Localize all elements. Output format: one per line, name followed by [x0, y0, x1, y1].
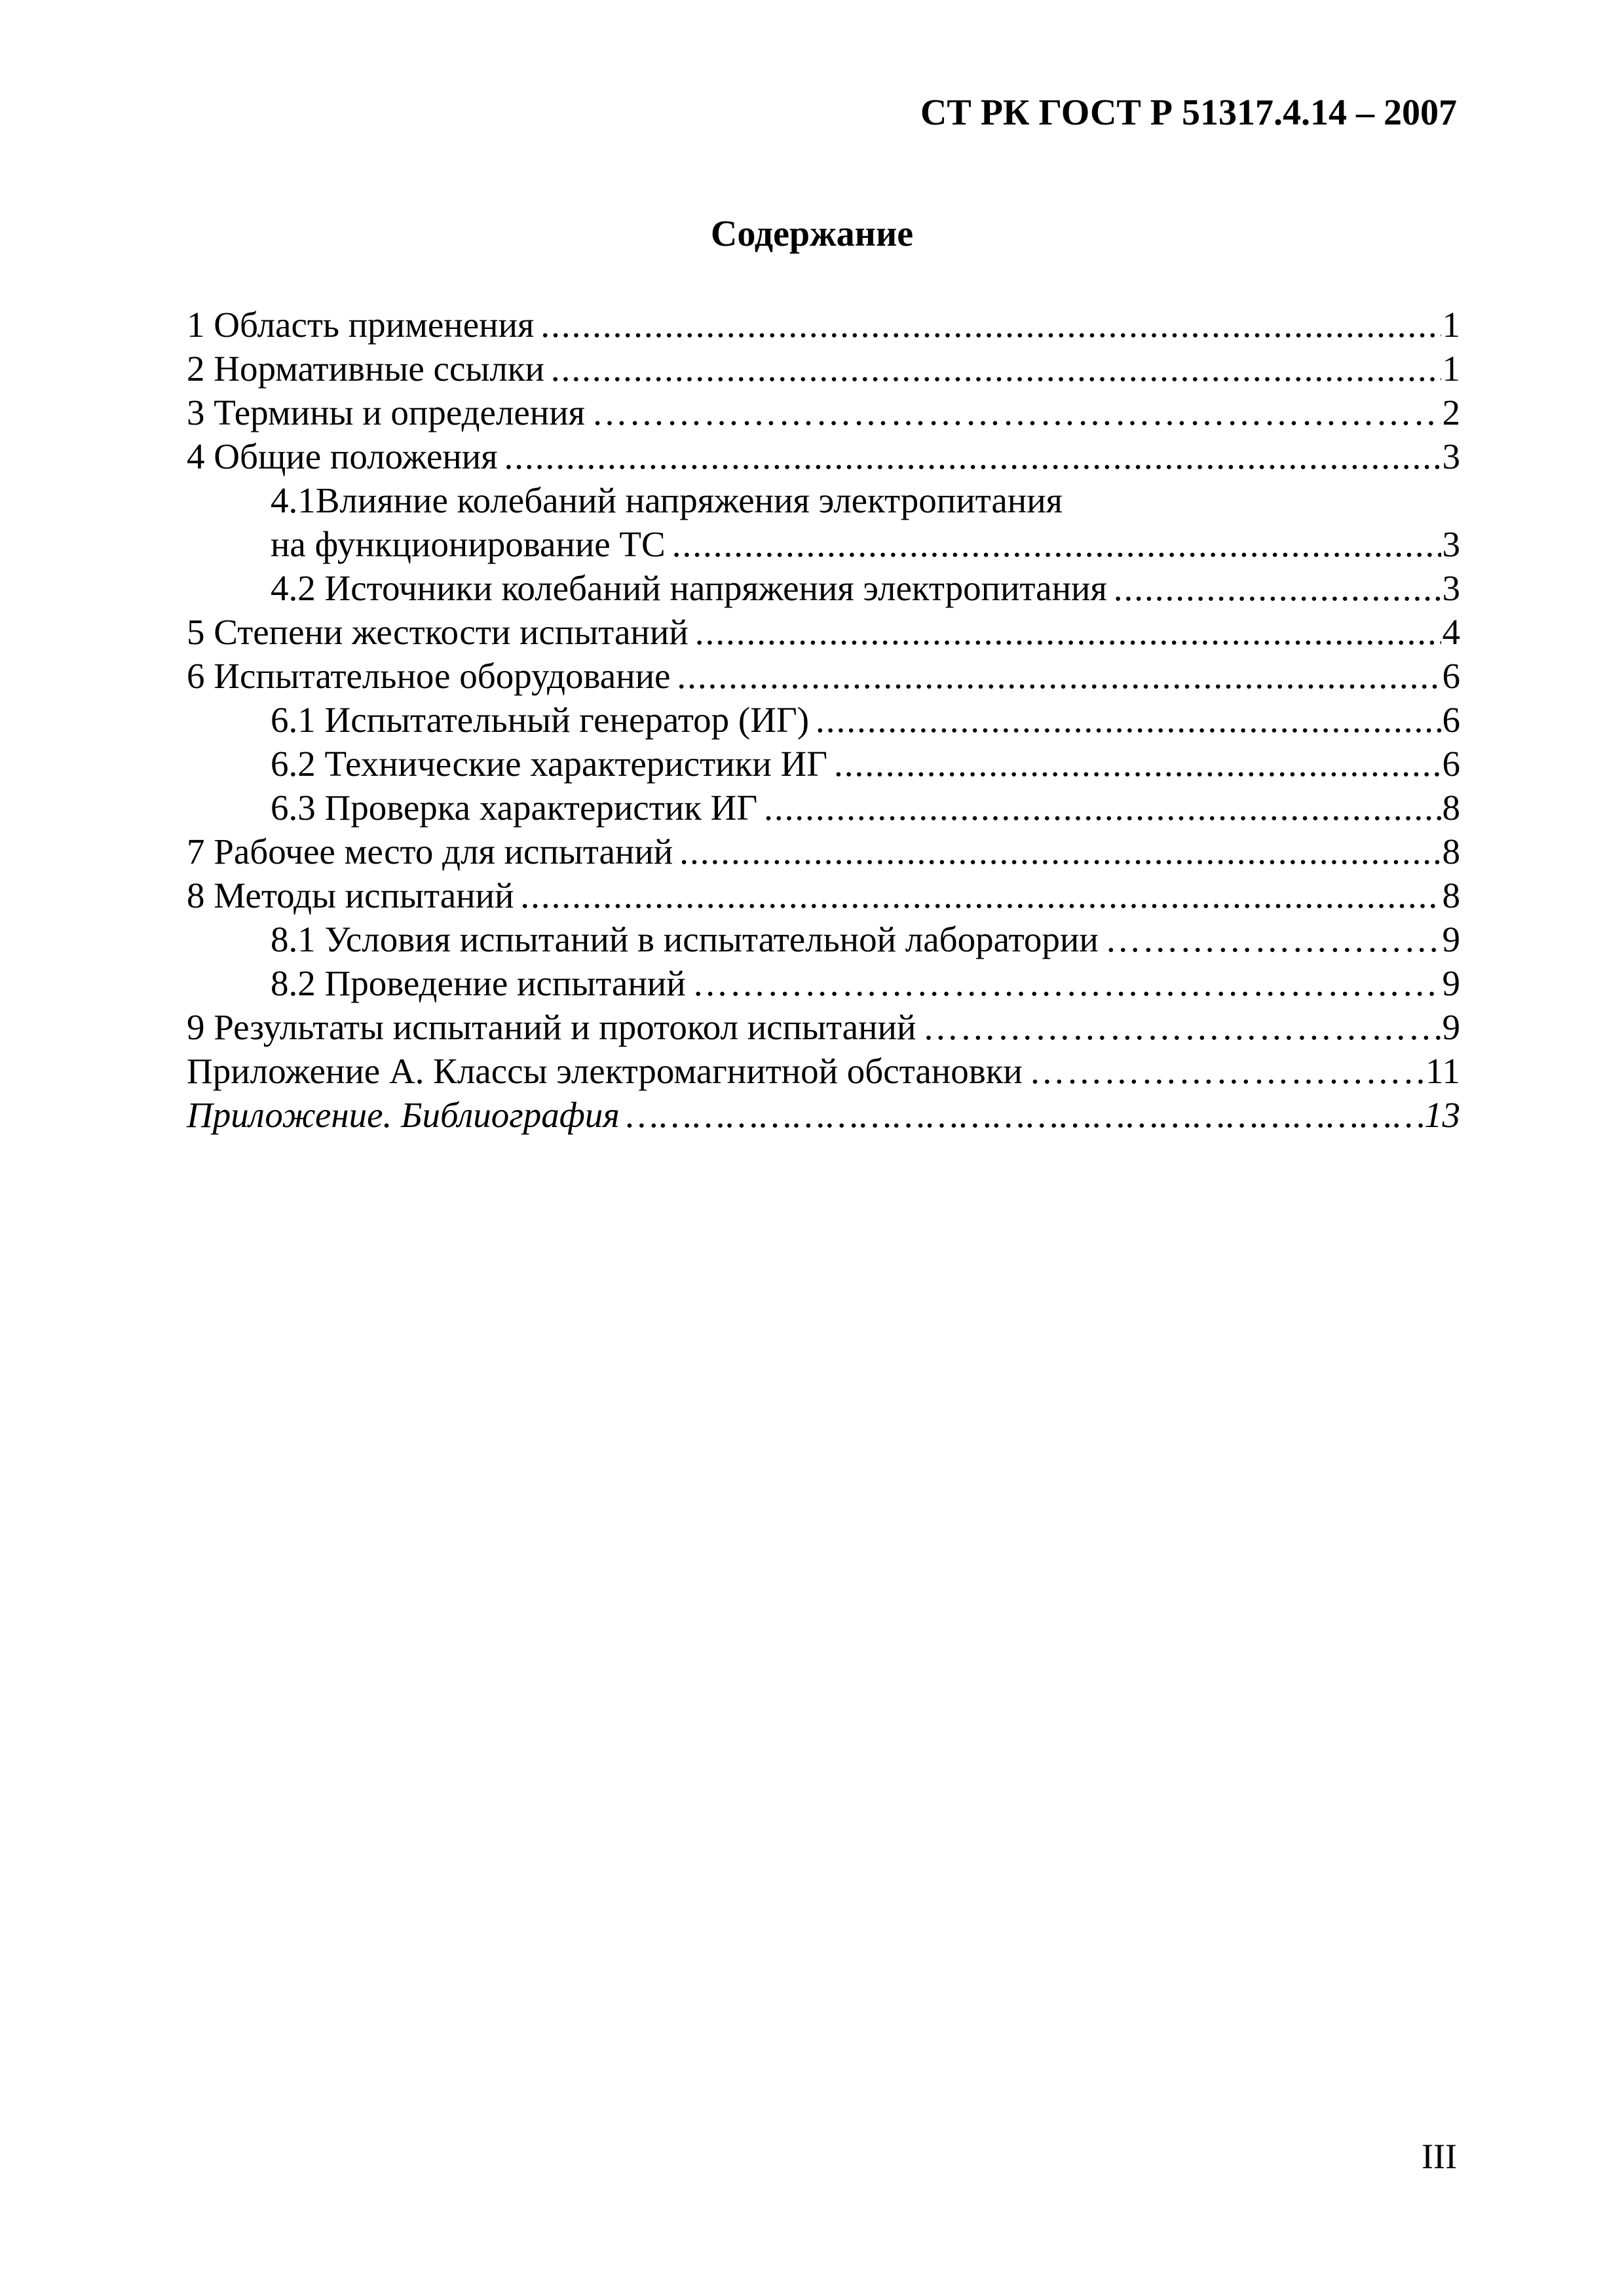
toc-entry-page: 1 — [1442, 305, 1460, 345]
toc-entry-sub[interactable] — [187, 786, 1460, 830]
toc-entry-page: 2 — [1442, 392, 1460, 432]
toc-entry-label: 1 Область применения — [187, 305, 535, 345]
toc-entry-label: 9 Результаты испытаний и протокол испытаний — [187, 1007, 916, 1047]
toc-entry[interactable] — [187, 303, 1460, 347]
toc-entry-label: Приложение. Библиография — [187, 1095, 620, 1135]
toc-entry-sub[interactable] — [187, 522, 1460, 566]
toc-entry[interactable] — [187, 434, 1460, 478]
toc-entry-page: 9 — [1442, 919, 1460, 959]
document-standard-id: СТ РК ГОСТ Р 51317.4.14 – 2007 — [920, 92, 1457, 133]
toc-entry-label: 8 Методы испытаний — [187, 875, 514, 915]
toc-entry-label: 6.1 Испытательный генератор (ИГ) — [271, 700, 810, 740]
toc-entry-label: 6.2 Технические характеристики ИГ — [271, 744, 828, 784]
toc-leader-dots — [764, 786, 1441, 830]
table-of-contents — [187, 303, 1460, 1137]
toc-entry[interactable] — [187, 654, 1460, 698]
toc-entry-page: 3 — [1442, 524, 1460, 564]
toc-entry-sub[interactable] — [187, 917, 1460, 961]
toc-entry-page: 8 — [1442, 832, 1460, 871]
toc-leader-dots — [592, 391, 1441, 434]
toc-entry-page: 6 — [1442, 656, 1460, 696]
toc-entry-page: 9 — [1442, 1007, 1460, 1047]
toc-leader-dots — [672, 522, 1441, 566]
toc-leader-dots — [692, 961, 1441, 1005]
toc-entry-sub[interactable] — [187, 742, 1460, 786]
toc-leader-dots — [1029, 1049, 1424, 1093]
toc-leader-dots — [816, 698, 1441, 742]
toc-title: Содержание — [710, 214, 914, 254]
toc-leader-dots — [922, 1005, 1441, 1049]
toc-entry-page: 6 — [1442, 700, 1460, 740]
toc-entry-sub[interactable] — [187, 478, 1460, 522]
toc-entry-label: на функционирование ТС — [271, 524, 666, 564]
toc-entry-label: 6 Испытательное оборудование — [187, 656, 671, 696]
toc-entry-label: 2 Нормативные ссылки — [187, 349, 544, 389]
toc-entry-label: Приложение А. Классы электромагнитной обстановки — [187, 1051, 1023, 1091]
toc-entry[interactable] — [187, 610, 1460, 654]
toc-leader-dots — [504, 434, 1441, 478]
toc-entry-sub[interactable] — [187, 566, 1460, 610]
toc-entry-page: 13 — [1424, 1095, 1460, 1135]
toc-entry-page: 1 — [1442, 349, 1460, 389]
toc-entry-label: 4 Общие положения — [187, 436, 498, 476]
toc-entry[interactable] — [187, 391, 1460, 434]
toc-entry-page: 3 — [1442, 436, 1460, 476]
toc-entry-page: 9 — [1442, 963, 1460, 1003]
toc-entry-page: 3 — [1442, 568, 1460, 608]
toc-entry-label: 8.2 Проведение испытаний — [271, 963, 686, 1003]
toc-entry-page: 11 — [1426, 1051, 1460, 1091]
toc-entry-label: 7 Рабочее место для испытаний — [187, 832, 673, 871]
toc-leader-dots — [679, 830, 1441, 873]
toc-entry-label: 4.1Влияние колебаний напряжения электропитания — [271, 480, 1063, 520]
toc-entry-page: 8 — [1442, 875, 1460, 915]
toc-leader-dots — [1105, 917, 1441, 961]
toc-entry-appendix[interactable] — [187, 1093, 1460, 1137]
page-number: III — [1422, 2137, 1457, 2176]
toc-leader-dots — [834, 742, 1441, 786]
toc-leader-dots — [1114, 566, 1441, 610]
toc-entry-page: 8 — [1442, 788, 1460, 828]
toc-entry[interactable] — [187, 830, 1460, 873]
toc-entry-label: 8.1 Условия испытаний в испытательной лаборатории — [271, 919, 1099, 959]
toc-leader-dots — [695, 610, 1441, 654]
toc-entry[interactable] — [187, 1005, 1460, 1049]
toc-leader-dots — [626, 1093, 1423, 1137]
toc-leader-dots — [677, 654, 1441, 698]
toc-entry-page: 6 — [1442, 744, 1460, 784]
toc-entry-sub[interactable] — [187, 698, 1460, 742]
toc-entry-page: 4 — [1442, 612, 1460, 652]
toc-entry-label: 3 Термины и определения — [187, 392, 585, 432]
toc-entry-label: 6.3 Проверка характеристик ИГ — [271, 788, 758, 828]
toc-entry-label: 4.2 Источники колебаний напряжения электропитания — [271, 568, 1107, 608]
toc-leader-dots — [540, 303, 1441, 347]
toc-entry[interactable] — [187, 1049, 1460, 1093]
toc-leader-dots — [520, 873, 1441, 917]
toc-leader-dots — [551, 347, 1441, 391]
toc-entry[interactable] — [187, 347, 1460, 391]
toc-entry[interactable] — [187, 873, 1460, 917]
toc-entry-sub[interactable] — [187, 961, 1460, 1005]
toc-entry-label: 5 Степени жесткости испытаний — [187, 612, 689, 652]
